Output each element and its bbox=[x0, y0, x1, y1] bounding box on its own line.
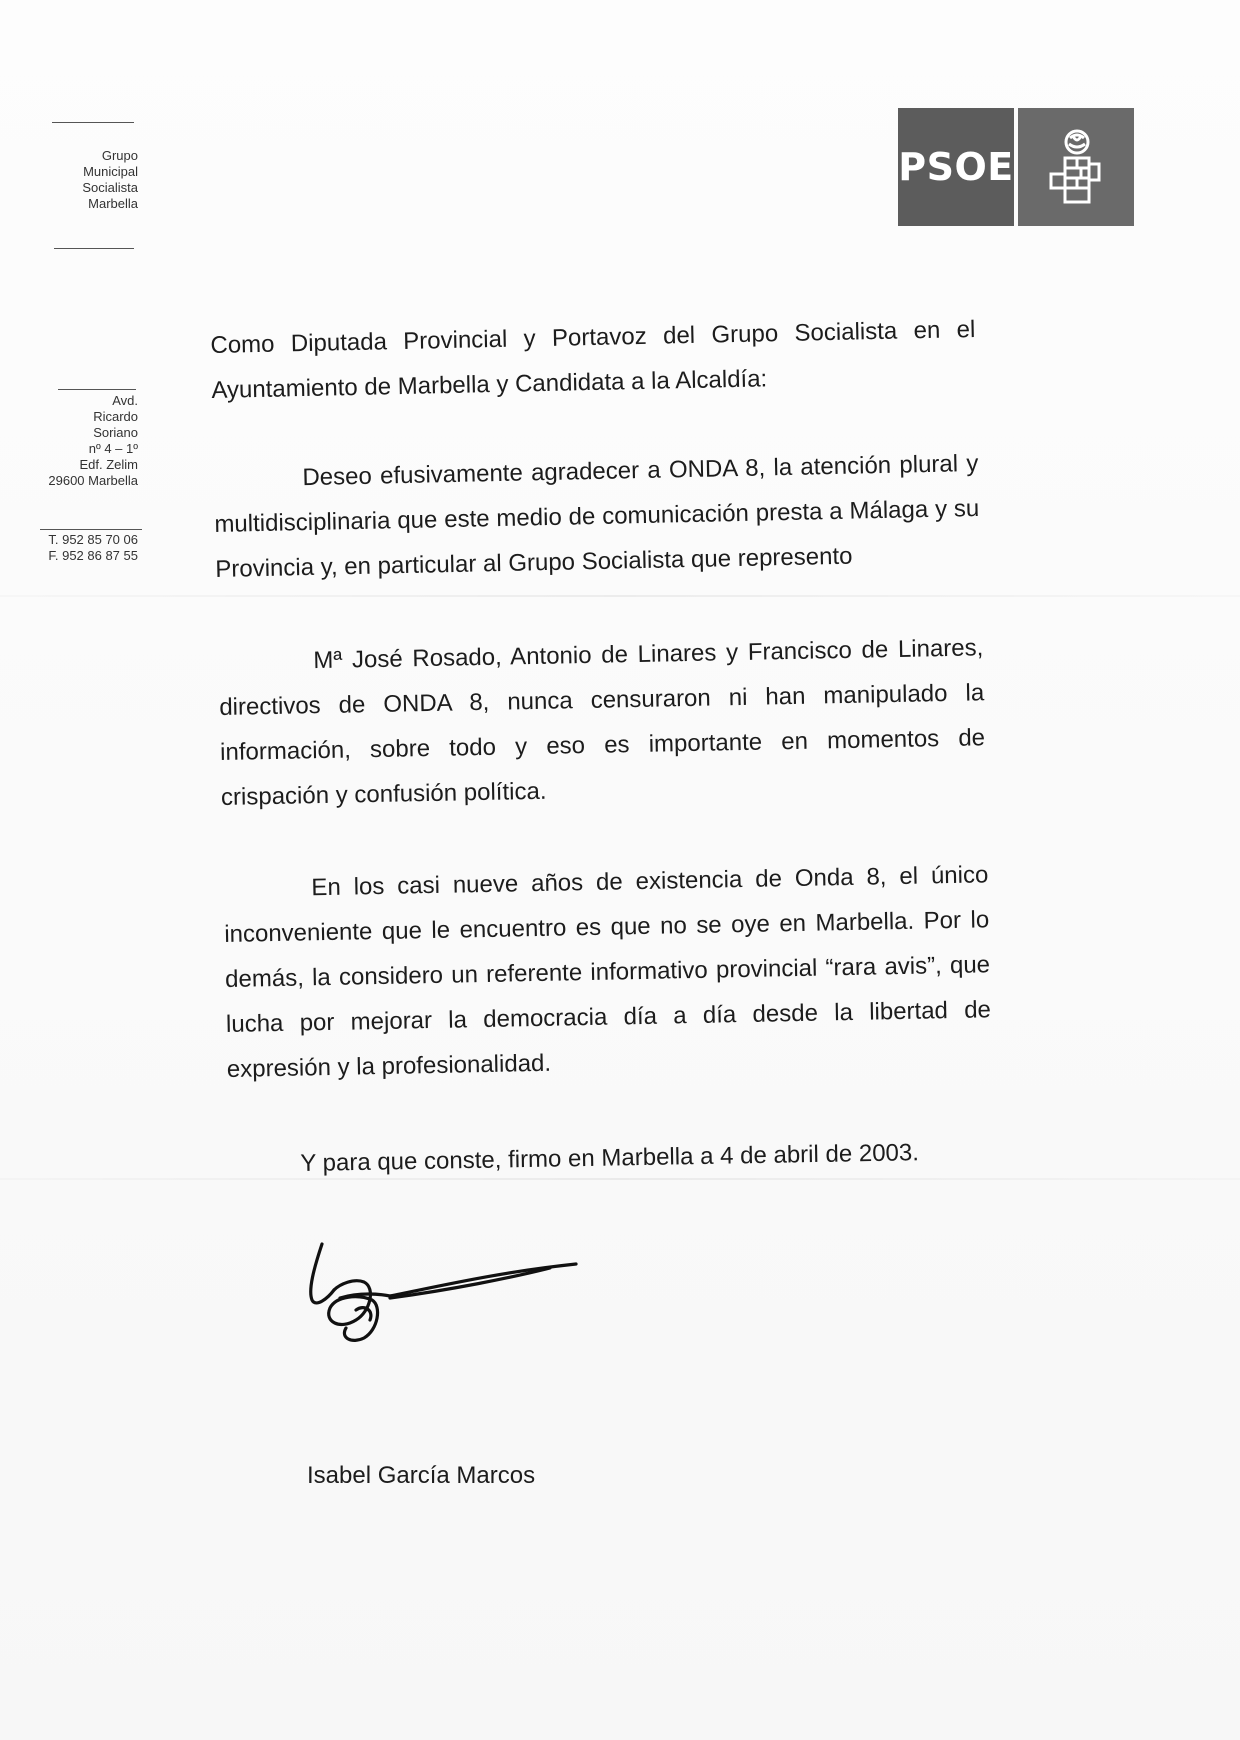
group-line: Grupo bbox=[101, 148, 138, 163]
divider bbox=[40, 529, 142, 530]
signer-name: Isabel García Marcos bbox=[307, 1462, 536, 1489]
phone-number: T. 952 85 70 06 bbox=[48, 532, 138, 547]
group-name bbox=[20, 148, 138, 212]
address-line: Edf. Zelim bbox=[79, 457, 138, 472]
address-line: Ricardo bbox=[93, 409, 138, 424]
logo-wordmark: PSOE bbox=[898, 108, 1014, 226]
party-logo bbox=[898, 108, 1136, 228]
fax-number: F. 952 86 87 55 bbox=[48, 548, 138, 563]
address-line: nº 4 – 1º bbox=[88, 441, 138, 456]
divider bbox=[58, 389, 136, 390]
letter-paragraph: Deseo efusivamente agradecer a ONDA 8, la atención plural y multidisciplinaria que este medio de comunicación presta a Málaga y su Provincia y, en particular al Grupo Socialista que represento bbox=[214, 449, 980, 583]
address-line: 29600 Marbella bbox=[48, 473, 138, 488]
contact-block bbox=[20, 532, 138, 564]
divider bbox=[52, 122, 134, 123]
fist-and-rose-icon bbox=[1018, 108, 1134, 226]
letter-paragraph: Mª José Rosado, Antonio de Linares y Francisco de Linares, directivos de ONDA 8, nunca censuraron ni han manipulado la información, sobre todo y eso es importante en momentos de crispación y confusión política. bbox=[219, 634, 986, 811]
address-line: Soriano bbox=[93, 425, 138, 440]
group-line: Marbella bbox=[88, 196, 138, 211]
group-line: Socialista bbox=[82, 180, 138, 195]
letter-paragraph: Como Diputada Provincial y Portavoz del Grupo Socialista en el Ayuntamiento de Marbella y Candidata a la Alcaldía: bbox=[210, 315, 976, 404]
address-block bbox=[28, 393, 138, 489]
closing-line: Y para que conste, firmo en Marbella a 4 de abril de 2003. bbox=[300, 1139, 920, 1177]
paper-fold bbox=[0, 595, 1240, 597]
handwritten-signature bbox=[300, 1238, 590, 1358]
divider bbox=[54, 248, 134, 249]
letter-paragraph: En los casi nueve años de existencia de Onda 8, el único inconveniente que le encuentro es que no se oye en Marbella. Por lo demás, la considero un referente informativo provincial “rara avis”, que lucha por mejorar la democracia día a día desde la libertad de expresión y la profesionalidad. bbox=[224, 861, 992, 1083]
group-line: Municipal bbox=[83, 164, 138, 179]
address-line: Avd. bbox=[112, 393, 138, 408]
